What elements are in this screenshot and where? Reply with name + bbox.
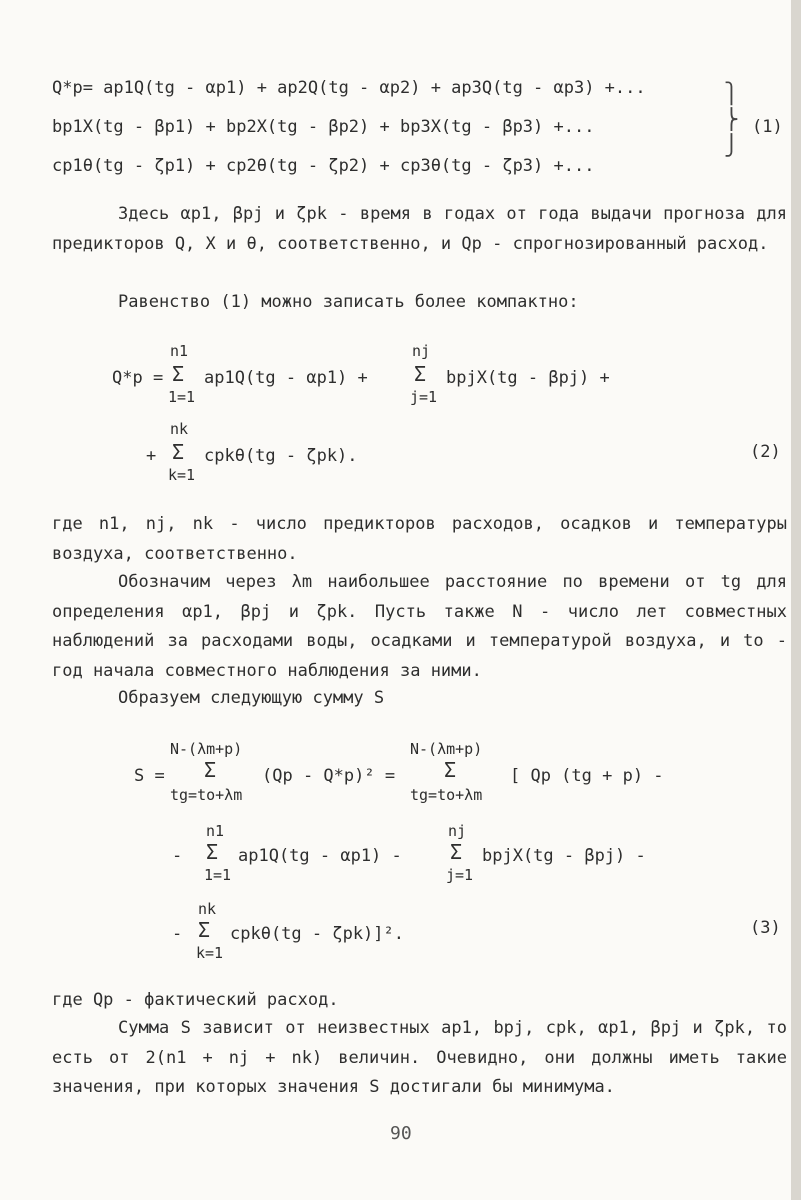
paragraph-6: где Qp - фактический расход. [52, 990, 339, 1010]
sum-1-lower-limit: 1=1 [168, 388, 196, 406]
equation-3-line-3: cpkθ(tg - ζpk)]². [230, 924, 404, 944]
page-number: 90 [390, 1123, 412, 1144]
equation-1-number: (1) [752, 117, 783, 137]
paragraph-2: Равенство (1) можно записать более компактно: [118, 292, 579, 312]
sum-b-lower-limit: j=1 [446, 866, 474, 884]
equation-1-line-1: Q*p= ap1Q(tg - αp1) + ap2Q(tg - αp2) + ap3Q(tg - αp3) +... [52, 78, 646, 98]
sum-main-lower-limit: tg=to+λm [170, 786, 243, 804]
sum-3-upper-limit: nk [170, 420, 189, 438]
equation-3-lhs: S = [134, 766, 165, 786]
sum-main-sigma: Σ [204, 758, 217, 782]
sum-c-lower-limit: k=1 [196, 944, 224, 962]
equation-3-number: (3) [750, 918, 781, 938]
equation-1-line-3: cp1θ(tg - ζp1) + cp2θ(tg - ζp2) + cp3θ(tg - ζp3) +... [52, 156, 595, 176]
equation-1-line-2: bp1X(tg - βp1) + bp2X(tg - βp2) + bp3X(tg - βp3) +... [52, 117, 595, 137]
sum-main-upper-limit: N-(λm+p) [170, 740, 243, 758]
paragraph-4: Обозначим через λm наибольшее расстояние по времени от tg для определения αp1, βpj и ζpk. Пусть также N - число лет совместных наблюдений за расходами воды, осадками и температурой воздуха, и to - год начала совместного наблюдения за ними. [52, 572, 787, 681]
sum-2-upper-limit: nj [412, 342, 431, 360]
sum-right-lower-limit: tg=to+λm [410, 786, 483, 804]
equation-2-number: (2) [750, 442, 781, 462]
sum-a-sigma: Σ [206, 840, 219, 864]
minus-sign-2: - [172, 924, 183, 944]
sum-a-upper-limit: n1 [206, 822, 225, 840]
sum-right-sigma: Σ [444, 758, 457, 782]
sum-3-lower-limit: k=1 [168, 466, 196, 484]
equation-1-brace: ⎫ ⎬ ⎭ [724, 81, 739, 157]
equation-3-line-2-a: ap1Q(tg - αp1) - [238, 846, 402, 866]
sum-b-sigma: Σ [450, 840, 463, 864]
sum-c-sigma: Σ [198, 918, 211, 942]
equation-3-term-1: (Qp - Q*p)² = [262, 766, 396, 786]
sum-1-upper-limit: n1 [170, 342, 189, 360]
paragraph-1: Здесь αp1, βpj и ζpk - время в годах от года выдачи прогноза для предикторов Q, X и θ, соответственно, и Qp - спрогнозированный расход. [52, 204, 787, 254]
sum-2-lower-limit: j=1 [410, 388, 438, 406]
equation-2-term-1: ap1Q(tg - αp1) + [204, 368, 368, 388]
equation-2-lhs: Q*p = [112, 368, 164, 388]
sum-a-lower-limit: 1=1 [204, 866, 232, 884]
sum-3-sigma: Σ [172, 440, 185, 464]
paragraph-7: Сумма S зависит от неизвестных ap1, bpj, cpk, αp1, βpj и ζpk, то есть от 2(n1 + nj + nk) величин. Очевидно, они должны иметь такие значения, при которых значения S достигали бы минимума. [52, 1018, 787, 1097]
equation-3-term-2: [ Qp (tg + p) - [510, 766, 664, 786]
paragraph-5: Образуем следующую сумму S [118, 688, 385, 708]
equation-2-term-2: bpjX(tg - βpj) + [446, 368, 610, 388]
minus-sign-1: - [172, 846, 183, 866]
page-edge-shadow [791, 0, 801, 1200]
sum-1-sigma: Σ [172, 362, 185, 386]
equation-2-term-3: cpkθ(tg - ζpk). [204, 446, 358, 466]
plus-sign: + [146, 446, 157, 466]
sum-right-upper-limit: N-(λm+p) [410, 740, 483, 758]
equation-3-line-2-b: bpjX(tg - βpj) - [482, 846, 646, 866]
sum-c-upper-limit: nk [198, 900, 217, 918]
sum-b-upper-limit: nj [448, 822, 467, 840]
sum-2-sigma: Σ [414, 362, 427, 386]
paragraph-3: где n1, nj, nk - число предикторов расходов, осадков и температуры воздуха, соответственно. [52, 514, 787, 564]
